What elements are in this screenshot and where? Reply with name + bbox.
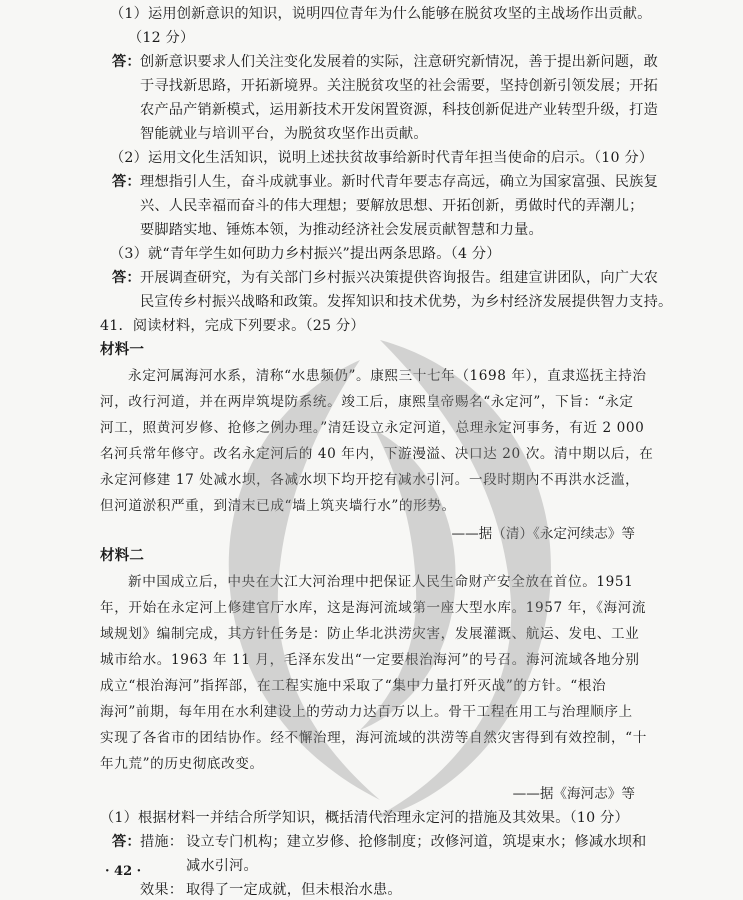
- material-2-heading: 材料二: [100, 547, 145, 564]
- answer-line: 民宣传乡村振兴战略和政策。发挥知识和技术优势，为乡村经济发展提供智力支持。: [140, 294, 673, 310]
- effect-text: 取得了一定成就，但未根治水患。: [186, 882, 402, 898]
- effect-label: 效果：: [140, 882, 184, 898]
- material-1-line: 河，改行河道，并在两岸筑堤防系统。竣工后，康熙皇帝赐名“永定河”，下旨：“永定: [100, 394, 634, 410]
- page-number: · 42 ·: [105, 864, 142, 879]
- answer-line: 智能就业与培训平台，为脱贫攻坚作出贡献。: [140, 126, 428, 142]
- material-2-line: 成立“根治海河”指挥部，在工程实施中采取了“集中力量打歼灭战”的方针。“根治: [100, 678, 607, 694]
- material-2-line: 城市给水。1963 年 11 月，毛泽东发出“一定要根治海河”的号召。海河流域各地分别: [100, 652, 640, 668]
- material-2-line: 域规划》编制完成，其方针任务是：防止华北洪涝灾害，发展灌溉、航运、发电、工业: [100, 626, 640, 642]
- measure-line: 减水引河。: [186, 858, 258, 874]
- material-1-source: ——据（清）《永定河续志》等: [451, 526, 635, 542]
- answer-line: 兴、人民幸福而奋斗的伟大理想；要解放思想、开拓创新，勇做时代的弄潮儿；: [140, 198, 644, 214]
- question-41-title: 41．阅读材料，完成下列要求。（25 分）: [100, 318, 365, 334]
- measure-label: 措施：: [140, 834, 184, 850]
- answer-label: 答：: [112, 54, 141, 70]
- material-2-line: 实现了各省市的团结协作。经不懈治理，海河流域的洪涝等自然灾害得到有效控制，“十: [100, 730, 647, 746]
- material-2-line: 新中国成立后，中央在大江大河治理中把保证人民生命财产安全放在首位。1951: [128, 574, 634, 590]
- material-1-line: 永定河属海河水系，清称“水患频仍”。康熙三十七年（1698 年），直隶巡抚主持治: [128, 368, 647, 384]
- answer-line: 于寻找新思路，开拓新境界。关注脱贫攻坚的社会需要，坚持创新引领发展；开拓: [140, 78, 658, 94]
- question-3-prompt: （3）就“青年学生如何助力乡村振兴”提出两条思路。（4 分）: [110, 246, 501, 262]
- material-2-line: 海河”前期，每年用在水利建设上的劳动力达百万以上。骨干工程在用工与治理顺序上: [100, 704, 633, 720]
- answer-label: 答：: [112, 834, 141, 850]
- answer-line: 开展调查研究，为有关部门乡村振兴决策提供咨询报告。组建宣讲团队，向广大农: [140, 270, 658, 286]
- answer-line: 要脚踏实地、锤炼本领，为推动经济社会发展贡献智慧和力量。: [140, 222, 543, 238]
- question-2-prompt: （2）运用文化生活知识，说明上述扶贫故事给新时代青年担当使命的启示。（10 分）: [110, 150, 654, 166]
- material-1-line: 河工，照黄河岁修、抢修之例办理。”清廷设立永定河道，总理永定河事务，有近 2 000: [100, 420, 645, 436]
- answer-label: 答：: [112, 174, 141, 190]
- answer-line: 创新意识要求人们关注变化发展着的实际，注意研究新情况，善于提出新问题，敢: [140, 54, 658, 70]
- material-1-heading: 材料一: [100, 341, 145, 358]
- material-2-line: 年九荒”的历史彻底改变。: [100, 756, 264, 772]
- material-2-source: ——据《海河志》等: [512, 786, 635, 802]
- material-2-line: 年，开始在永定河上修建官厅水库，这是海河流域第一座大型水库。1957 年，《海河流: [100, 600, 647, 616]
- answer-line: 理想指引人生，奋斗成就事业。新时代青年要志存高远，确立为国家富强、民族复: [140, 174, 658, 190]
- question-1-prompt: （1）运用创新意识的知识，说明四位青年为什么能够在脱贫攻坚的主战场作出贡献。: [110, 6, 652, 22]
- material-1-line: 名河兵常年修守。改名永定河后的 40 年内，下游漫溢、决口达 20 次。清中期以后，在: [100, 446, 654, 462]
- answer-label: 答：: [112, 270, 141, 286]
- material-1-line: 但河道淤积严重，到清末已成“墙上筑夹墙行水”的形势。: [100, 498, 456, 514]
- question-41-1-prompt: （1）根据材料一并结合所学知识，概括清代治理永定河的措施及其效果。（10 分）: [100, 810, 629, 826]
- measure-line: 设立专门机构；建立岁修、抢修制度；改修河道，筑堤束水；修减水坝和: [186, 834, 647, 850]
- question-1-score: （12 分）: [128, 30, 195, 46]
- answer-line: 农产品产销新模式，运用新技术开发闲置资源，科技创新促进产业转型升级，打造: [140, 102, 658, 118]
- material-1-line: 永定河修建 17 处减水坝，各减水坝下均开挖有减水引河。一段时期内不再洪水泛滥，: [100, 472, 640, 488]
